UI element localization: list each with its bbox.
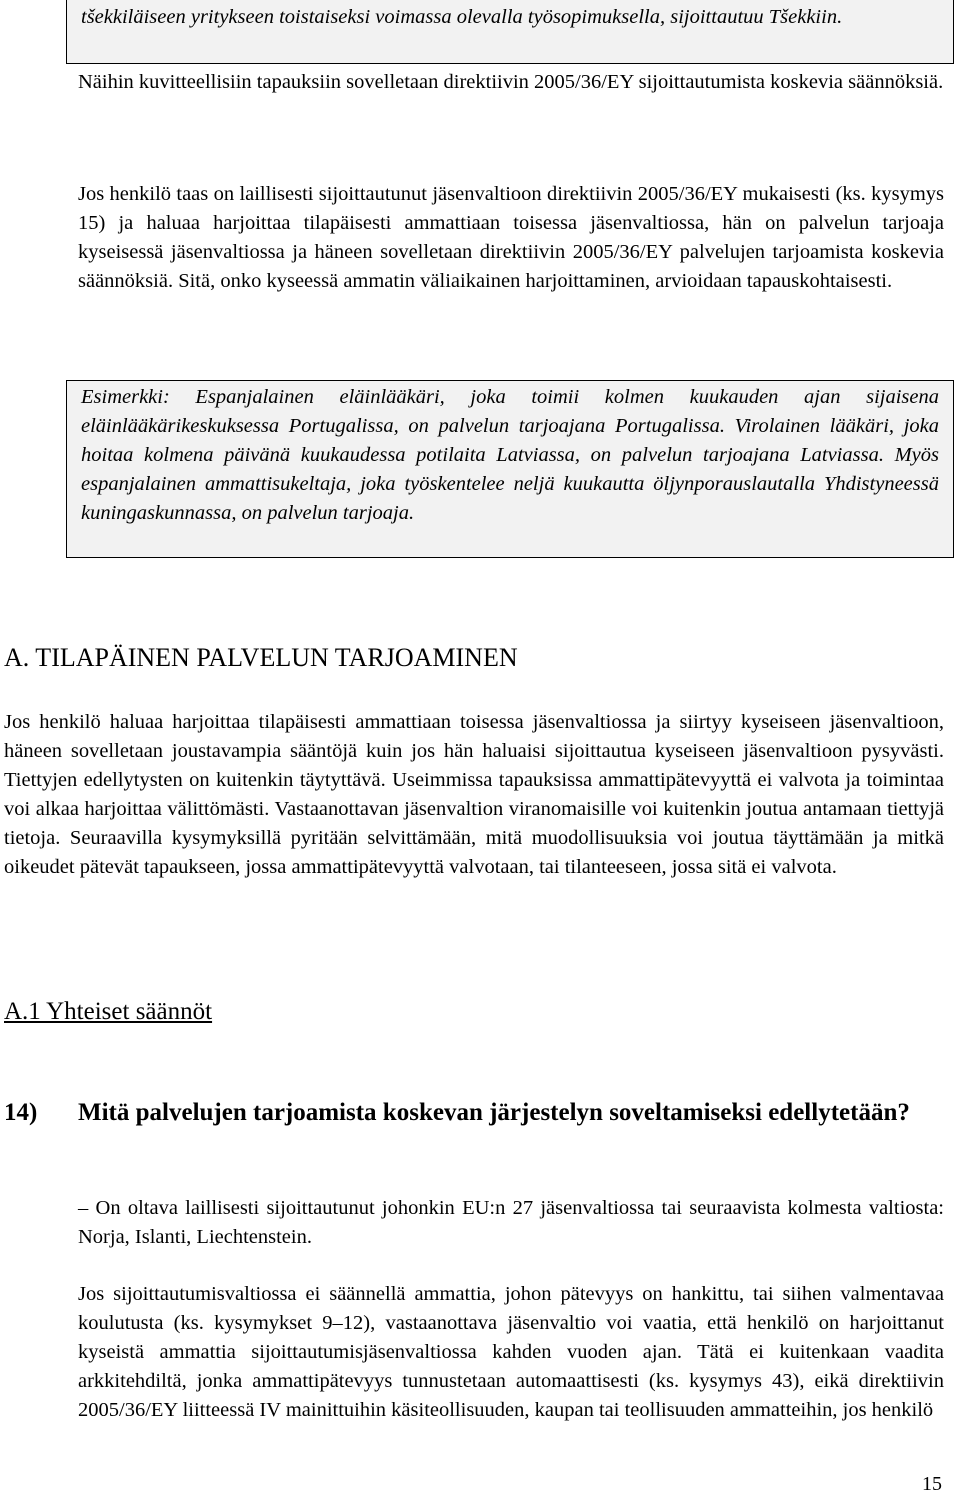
paragraph-provisions: Näihin kuvitteellisiin tapauksiin sovelletaan direktiivin 2005/36/EY sijoittautumista koskevia säännöksiä. (78, 71, 944, 93)
question-14-body: Jos sijoittautumisvaltiossa ei säännellä ammattia, johon pätevyys on hankittu, tai siihen valmentavaa koulutusta (ks. kysymykset 9–12), vastaanottava jäsenvaltio voi vaatia, että henkilö on harjoittanut kyseistä ammattia sijoittautumisjäsenvaltiossa kahden vuoden ajan. Tätä ei kuitenkaan vaadita arkkitehdiltä, jonka ammattipätevyys tunnustetaan automaattisesti (ks. kysymys 43), eikä direktiivin 2005/36/EY liitteessä IV mainittuihin käsiteollisuuden, kaupan tai teollisuuden ammatteihin, jos henkilö (78, 1283, 944, 1421)
continued-example-text: tšekkiläiseen yritykseen toistaiseksi voimassa olevalla työsopimuksella, sijoittautuu Tšekkiin. (81, 6, 843, 28)
section-a-body: Jos henkilö haluaa harjoittaa tilapäisesti ammattiaan toisessa jäsenvaltiossa ja siirtyy kyseiseen jäsenvaltioon, häneen sovelletaan joustavampia sääntöjä kuin jos hän haluaisi sijoittautua kyseiseen jäsenvaltioon pysyvästi. Tiettyjen edellytysten on kuitenkin täytyttävä. Useimmissa tapauksissa ammattipätevyyttä ei valvota ja toimintaa voi alkaa harjoittaa välittömästi. Vastaanottavan jäsenvaltion viranomaisille voi kuitenkin joutua antamaan tiettyjä tietoja. Seuraavilla kysymyksillä pyritään selvittämään, mitä muodollisuuksia voi joutua täyttämään ja mitkä oikeudet pätevät tapaukseen, jossa ammattipätevyyttä valvotaan, tai tilanteeseen, jossa sitä ei valvota. (4, 711, 944, 878)
example-text: Esimerkki: Espanjalainen eläinlääkäri, joka toimii kolmen kuukauden ajan sijaisena eläinlääkärikeskuksessa Portugalissa, on palvelun tarjoajana Portugalissa. Virolainen lääkäri, joka hoitaa kolmena päivänä kuukaudessa potilaita Latviassa, on palvelun tarjoajana Latviassa. Myös espanjalainen ammattisukeltaja, joka työskentelee neljä kuukautta öljynporauslautalla Yhdistyneessä kuningaskunnassa, on palvelun tarjoaja. (81, 386, 939, 524)
question-title: Mitä palvelujen tarjoamista koskevan järjestelyn soveltamiseksi edellytetään? (78, 1099, 910, 1126)
paragraph-service-provider: Jos henkilö taas on laillisesti sijoittautunut jäsenvaltioon direktiivin 2005/36/EY mukaisesti (ks. kysymys 15) ja haluaa harjoittaa tilapäisesti ammattiaan toisessa jäsenvaltiossa, hän on palvelun tarjoaja kyseisessä jäsenvaltiossa ja häneen sovelletaan direktiivin 2005/36/EY palvelujen tarjoamista koskevia säännöksiä. Sitä, onko kyseessä ammatin väliaikainen harjoittaminen, arvioidaan tapauskohtaisesti. (78, 183, 944, 292)
question-number: 14) (4, 1099, 38, 1126)
example-box (66, 380, 954, 558)
section-a1-heading: A.1 Yhteiset säännöt (4, 998, 213, 1025)
page-number: 15 (922, 1473, 942, 1495)
continued-example-box (66, 0, 954, 64)
requirement-bullet: – On oltava laillisesti sijoittautunut johonkin EU:n 27 jäsenvaltiossa tai seuraavista kolmesta valtiosta: Norja, Islanti, Liechtenstein. (78, 1197, 944, 1248)
section-a-heading: A. TILAPÄINEN PALVELUN TARJOAMINEN (4, 643, 518, 672)
